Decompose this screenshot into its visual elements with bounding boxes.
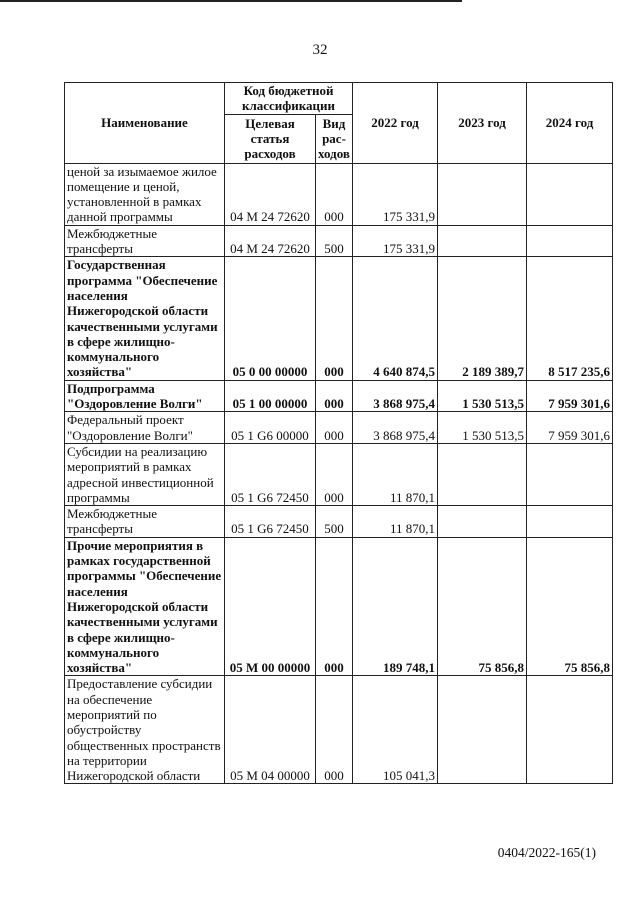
table-row [65,537,613,676]
header-code-group: Код бюджетной классификации [225,83,353,115]
row-value-2023 [438,676,527,784]
row-target-article: 05 М 04 00000 [225,676,316,784]
table-row [65,676,613,784]
row-target-article: 05 М 00 00000 [225,537,316,676]
budget-table [64,82,613,784]
row-name: Подпрограмма "Оздоровление Волги" [65,380,225,412]
row-value-2023: 1 530 513,5 [438,412,527,444]
row-target-article: 04 М 24 72620 [225,225,316,257]
row-value-2022: 175 331,9 [353,163,438,225]
row-value-2022: 3 868 975,4 [353,412,438,444]
row-expense-kind: 500 [316,225,353,257]
table-row [65,412,613,444]
row-value-2023 [438,443,527,505]
row-name: Субсидии на реализацию мероприятий в рамках адресной инвестиционной программы [65,443,225,505]
row-value-2022: 189 748,1 [353,537,438,676]
row-target-article: 05 1 00 00000 [225,380,316,412]
row-expense-kind: 000 [316,163,353,225]
row-value-2022: 3 868 975,4 [353,380,438,412]
row-value-2024 [527,676,613,784]
row-value-2024 [527,443,613,505]
row-value-2024: 8 517 235,6 [527,257,613,380]
row-value-2023: 2 189 389,7 [438,257,527,380]
row-target-article: 04 М 24 72620 [225,163,316,225]
row-value-2024: 7 959 301,6 [527,412,613,444]
row-expense-kind: 000 [316,412,353,444]
row-value-2022: 175 331,9 [353,225,438,257]
row-target-article: 05 1 G6 72450 [225,506,316,538]
row-value-2023: 75 856,8 [438,537,527,676]
row-value-2023: 1 530 513,5 [438,380,527,412]
row-value-2023 [438,163,527,225]
row-name: Межбюджетные трансферты [65,506,225,538]
row-value-2022: 4 640 874,5 [353,257,438,380]
row-name: Предоставление субсидии на обеспечение мероприятий по обустройству общественных пространств на территории Нижегородской области [65,676,225,784]
row-expense-kind: 000 [316,676,353,784]
top-rule [0,0,462,2]
header-expense-kind: Вид рас- ходов [316,114,353,163]
row-value-2022: 11 870,1 [353,443,438,505]
document-code: 0404/2022-165(1) [497,845,596,860]
row-name: Межбюджетные трансферты [65,225,225,257]
row-name: Государственная программа "Обеспечение населения Нижегородской области качественными услугами в сфере жилищно-коммунального хозяйства" [65,257,225,380]
table-row [65,225,613,257]
row-value-2024 [527,225,613,257]
row-value-2024: 75 856,8 [527,537,613,676]
table-row [65,506,613,538]
table-row [65,443,613,505]
row-expense-kind: 000 [316,257,353,380]
table-row [65,257,613,380]
table-row [65,380,613,412]
row-name: Прочие мероприятия в рамках государственной программы "Обеспечение населения Нижегородской области качественными услугами в сфере жилищно-коммунального хозяйства" [65,537,225,676]
table-row [65,163,613,225]
row-value-2022: 105 041,3 [353,676,438,784]
header-target-article: Целевая статья расходов [225,114,316,163]
header-name: Наименование [65,83,225,164]
row-expense-kind: 500 [316,506,353,538]
header-2024: 2024 год [527,83,613,164]
row-expense-kind: 000 [316,443,353,505]
page-number: 32 [312,42,328,58]
row-target-article: 05 1 G6 72450 [225,443,316,505]
row-value-2023 [438,506,527,538]
header-2022: 2022 год [353,83,438,164]
row-expense-kind: 000 [316,537,353,676]
row-value-2023 [438,225,527,257]
row-expense-kind: 000 [316,380,353,412]
header-2023: 2023 год [438,83,527,164]
row-name: ценой за изымаемое жилое помещение и ценой, установленной в рамках данной программы [65,163,225,225]
row-value-2024 [527,506,613,538]
row-target-article: 05 0 00 00000 [225,257,316,380]
row-name: Федеральный проект "Оздоровление Волги" [65,412,225,444]
row-target-article: 05 1 G6 00000 [225,412,316,444]
row-value-2022: 11 870,1 [353,506,438,538]
row-value-2024 [527,163,613,225]
row-value-2024: 7 959 301,6 [527,380,613,412]
